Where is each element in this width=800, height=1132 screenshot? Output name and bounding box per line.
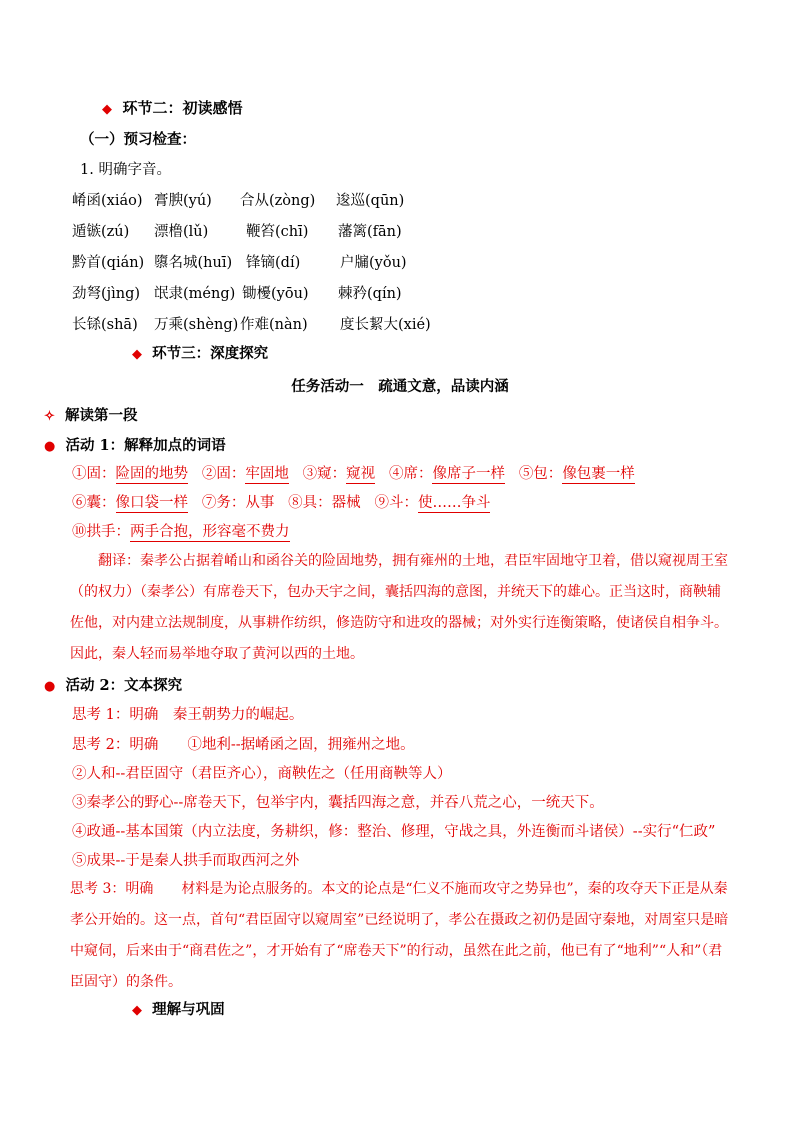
pinyin-item: 劲弩(jìng) [72,286,141,302]
hollow-diamond-icon: ✧ [44,409,55,424]
think3-paragraph: 思考 3：明确 材料是为论点服务的。本文的论点是“仁义不施而攻守之势异也”，秦的攻夺天下正是从秦孝公开始的。这一点，首句“君臣固守以窥周室”已经说明了，孝公在摄政之初仍是固守秦地，对周室只是暗中窥伺，后来由于“商君佐之”，才开始有了“席卷天下”的行动，虽然在此之前，他已有了“地利”“人和”（君臣固守）的条件。 [70,881,729,990]
pinyin-item: 锄櫌(yōu) [242,286,309,302]
bullet-icon: ● [44,679,56,694]
gloss-answer: 窥视 [346,466,376,482]
gloss-row-3 [72,522,290,542]
pinyin-item: 万乘(shèng) [154,317,239,333]
think-line: 思考 1：明确 秦王朝势力的崛起。 [72,707,304,723]
think-line: ④政通--基本国策（内立法度，务耕织，修：整治、修理，守战之具，外连衡而斗诸侯）--实行“仁政” [72,824,716,840]
section-title: 环节三：深度探究 [152,345,269,362]
activity1-heading [44,436,226,457]
activity-title: 活动 2：文本探究 [65,677,183,694]
gloss-answer: 险固的地势 [115,466,188,482]
gloss-key: ②固： [201,466,246,482]
gloss-key: ⑥囊： [72,495,116,511]
pinyin-item: 鞭笞(chī) [246,224,309,240]
think-line: ②人和--君臣固守（君臣齐心），商鞅佐之（任用商鞅等人） [72,766,452,782]
bullet-icon: ● [44,439,56,454]
gloss-answer: 像口袋一样 [115,495,188,511]
gloss-answer: 牢固地 [245,466,289,482]
final-title: 理解与巩固 [152,1001,225,1018]
gloss-key: ③窥： [302,466,347,482]
item-title: 1. 明确字音。 [80,162,171,178]
pinyin-item: 崤函(xiáo) [72,193,143,209]
gloss-key: ⑩拱手： [72,524,130,540]
pinyin-item: 逡巡(qūn) [336,193,405,209]
gloss-answer: 器械 [331,495,361,511]
think-line: ⑤成果--于是秦人拱手而取西河之外 [72,853,300,869]
gloss-answer: 像席子一样 [432,466,505,482]
pinyin-item: 户牖(yǒu) [340,255,407,271]
pinyin-item: 棘矜(qín) [338,286,402,302]
think-line: ③秦孝公的野心--席卷天下，包举宇内，囊括四海之意，并吞八荒之心，一统天下。 [72,795,604,811]
gloss-key: ⑧具： [288,495,332,511]
gloss-answer: 两手合抱，形容毫不费力 [130,524,290,540]
activity2-heading [44,676,182,697]
gloss-row-1 [72,464,635,484]
gloss-answer: 使……争斗 [417,495,491,511]
diamond-icon: ◆ [102,102,112,117]
pinyin-item: 长铩(shā) [72,317,138,333]
section-title: 环节二：初读感悟 [122,99,243,117]
pinyin-item: 藩篱(fān) [338,224,402,240]
pinyin-item: 膏腴(yú) [154,193,212,209]
task-title: 任务活动一 疏通文意，品读内涵 [291,378,509,395]
pinyin-item: 合从(zòng) [240,193,316,209]
gloss-answer: 从事 [245,495,275,511]
subsection-title: （一）预习检查： [80,131,196,148]
pinyin-item: 漂橹(lǔ) [154,224,209,240]
pinyin-item: 度长絜大(xié) [340,317,431,333]
section-heading-2 [102,98,242,120]
reading-title: 解读第一段 [65,407,138,424]
pinyin-item: 作难(nàn) [240,317,308,333]
pinyin-item: 遁镞(zú) [72,224,130,240]
translation-paragraph: 翻译：秦孝公占据着崤山和函谷关的险固地势，拥有雍州的土地，君臣牢固地守卫着，借以窥视周王室（的权力）（秦孝公）有席卷天下，包办天宇之间，囊括四海的意图，并统天下的雄心。正当这时，商鞅辅佐他，对内建立法规制度，从事耕作纺织，修造防守和进攻的器械；对外实行连衡策略，使诸侯自相争斗。因此，秦人轻而易举地夺取了黄河以西的土地。 [70,553,728,662]
pinyin-item: 黔首(qián) [72,255,145,271]
section-heading-3 [132,344,268,365]
think-line: 思考 2：明确 ①地利--据崤函之固，拥雍州之地。 [72,737,415,753]
gloss-key: ⑦务： [201,495,246,511]
gloss-key: ①固： [72,466,116,482]
pinyin-item: 锋镝(dí) [246,255,301,271]
pinyin-item: 氓隶(méng) [154,286,236,302]
activity-title: 活动 1：解释加点的词语 [65,437,226,454]
gloss-key: ⑨斗： [374,495,418,511]
gloss-key: ④席： [388,466,433,482]
gloss-row-2 [72,493,490,513]
reading-heading [44,406,138,427]
gloss-answer: 像包裹一样 [562,466,635,482]
gloss-key: ⑤包： [518,466,563,482]
final-heading [132,1000,225,1021]
diamond-icon: ◆ [132,1003,142,1018]
pinyin-item: 隳名城(huī) [154,255,233,271]
diamond-icon: ◆ [132,347,142,362]
